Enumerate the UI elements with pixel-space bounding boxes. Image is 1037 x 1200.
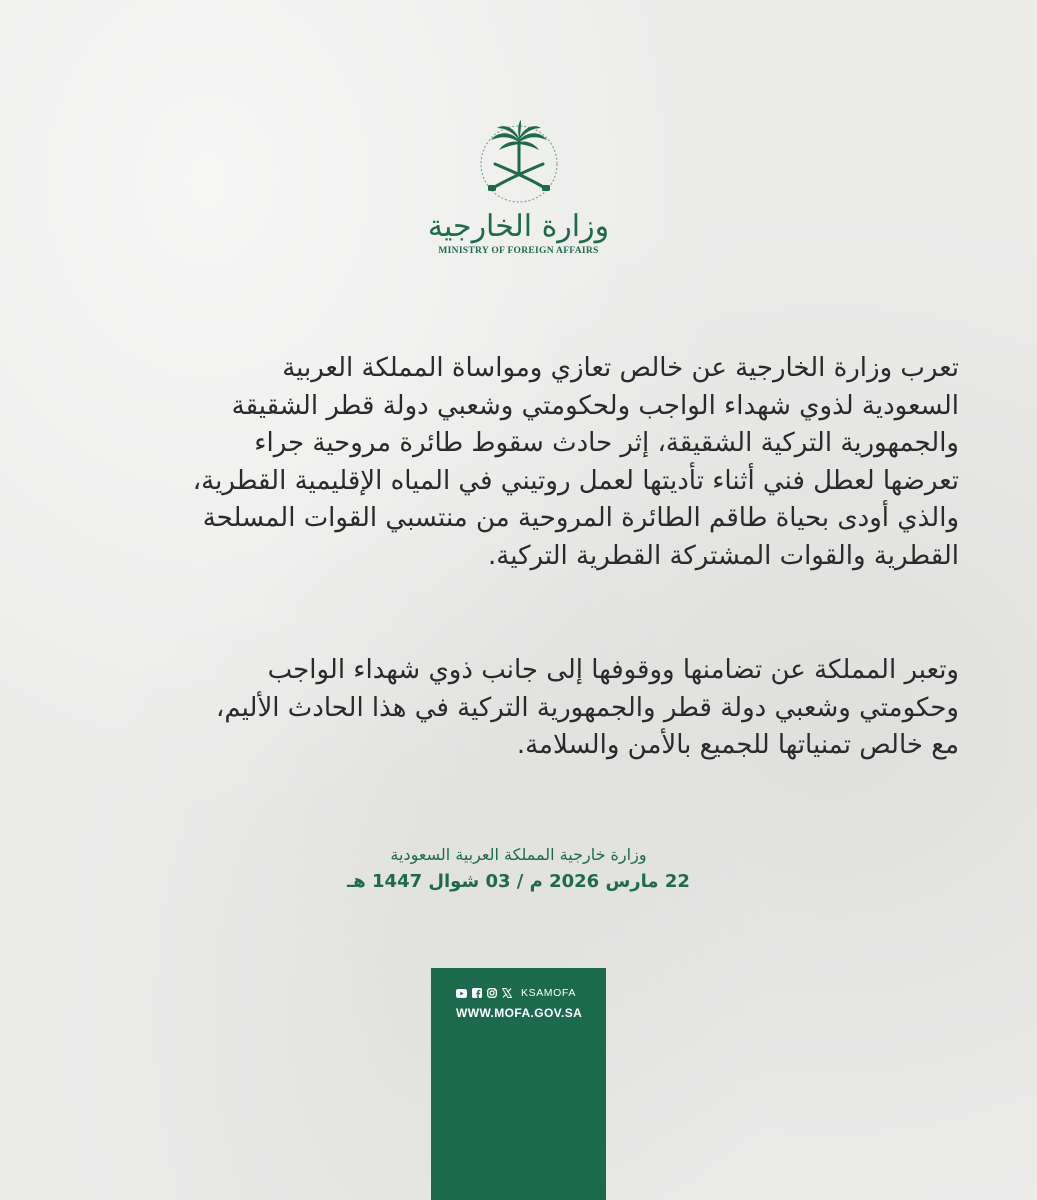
statement-line: والذي أودى بحياة طاقم الطائرة المروحية من منتسبي القوات المسلحة (202, 503, 959, 533)
statement-line: والجمهورية التركية الشقيقة، إثر حادث سقوط طائرة مروحية جراء (254, 428, 959, 458)
statement-paragraph-1 (79, 350, 959, 575)
statement-line: القطرية والقوات المشتركة القطرية التركية. (488, 540, 959, 571)
social-icons-row (456, 987, 576, 999)
statement-line: تعرب وزارة الخارجية عن خالص تعازي ومواساة المملكة العربية (282, 353, 959, 383)
instagram-icon[interactable] (486, 988, 497, 999)
statement-line: وتعبر المملكة عن تضامنها ووقوفها إلى جانب ذوي شهداء الواجب (267, 655, 959, 685)
signature-block (0, 843, 1037, 895)
website-link[interactable]: WWW.MOFA.GOV.SA (456, 1006, 583, 1020)
x-icon[interactable] (501, 988, 512, 999)
statement-line: السعودية لذوي شهداء الواجب ولحكومتي وشعبي دولة قطر الشقيقة (231, 390, 959, 421)
facebook-icon[interactable] (471, 988, 482, 999)
saudi-emblem-icon (459, 118, 579, 206)
youtube-icon[interactable] (456, 988, 467, 999)
signature-name: وزارة خارجية المملكة العربية السعودية (390, 845, 647, 864)
statement-paragraph-2 (79, 652, 959, 765)
signature-date: 22 مارس 2026 م / 03 شوال 1447 هـ (347, 871, 690, 892)
social-handle[interactable]: KSAMOFA (521, 987, 576, 999)
ministry-name-arabic: وزارة الخارجية (427, 209, 610, 244)
ministry-logo (0, 118, 1037, 256)
statement-line: تعرضها لعطل فني أثناء تأديتها لعمل روتيني في المياه الإقليمية القطرية، (192, 465, 959, 496)
statement-line: وحكومتي وشعبي دولة قطر والجمهورية التركية في هذا الحادث الأليم، (215, 692, 959, 723)
ministry-name-english: MINISTRY OF FOREIGN AFFAIRS (438, 246, 599, 256)
statement-line: مع خالص تمنياتها للجميع بالأمن والسلامة. (516, 730, 959, 760)
footer-contact-block (431, 968, 606, 1200)
